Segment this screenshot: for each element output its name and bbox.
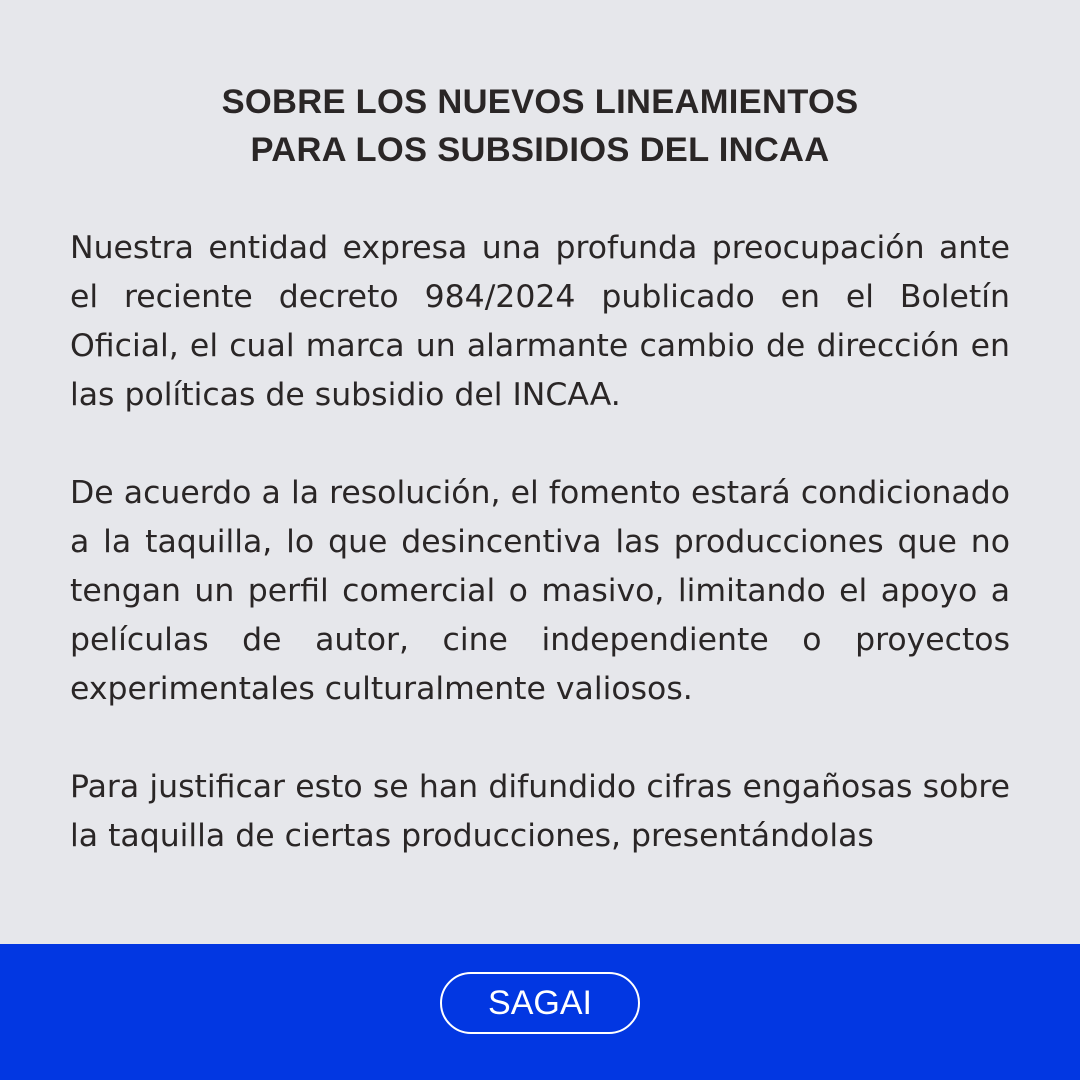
title-line-1: SOBRE LOS NUEVOS LINEAMIENTOS: [221, 83, 859, 121]
title-line-2: PARA LOS SUBSIDIOS DEL INCAA: [250, 131, 830, 169]
paragraph-1: Nuestra entidad expresa una profunda preocupación ante el reciente decreto 984/2024 publicado en el Boletín Oficial, el cual marca un alarmante cambio de dirección en las políticas de subsidio del INCAA.: [70, 230, 1010, 413]
page-title: [70, 78, 1010, 174]
paragraph-3: Para justificar esto se han difundido cifras engañosas sobre la taquilla de ciertas producciones, presentándolas: [70, 769, 1010, 854]
footer-bar: [0, 944, 1080, 1080]
paragraph-2: De acuerdo a la resolución, el fomento estará condicionado a la taquilla, lo que desincentiva las producciones que no tengan un perfil comercial o masivo, limitando el apoyo a películas de autor, cine independiente o proyectos experimentales culturalmente valiosos.: [70, 475, 1010, 707]
document-body: [70, 78, 1010, 861]
brand-badge: SAGAI: [440, 972, 640, 1034]
